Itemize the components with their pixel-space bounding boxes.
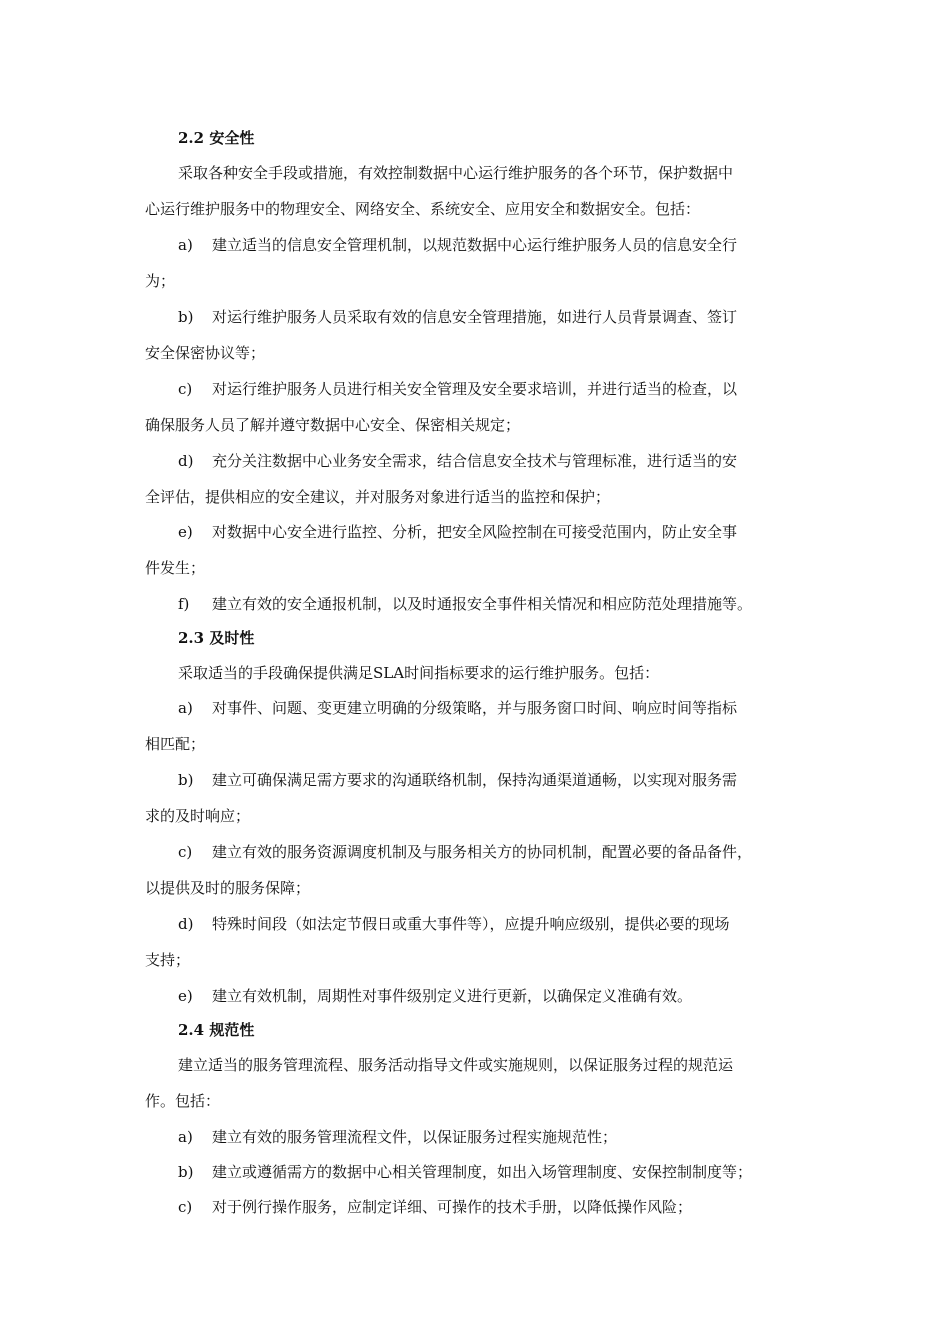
list-item-text: 建立或遵循需方的数据中心相关管理制度，如出入场管理制度、安保控制制度等； — [212, 1163, 753, 1181]
section-heading: 2.4 规范性 — [178, 1021, 255, 1039]
list-item-label: d) — [178, 915, 194, 933]
list-item-text: 对于例行操作服务，应制定详细、可操作的技术手册，以降低操作风险； — [212, 1198, 693, 1216]
list-item-text: 对运行维护服务人员采取有效的信息安全管理措施，如进行人员背景调查、签订 — [212, 308, 738, 326]
list-item-label: e) — [178, 523, 193, 541]
paragraph-line: 采取适当的手段确保提供满足SLA时间指标要求的运行维护服务。包括： — [178, 664, 660, 682]
list-item-text: 建立可确保满足需方要求的沟通联络机制，保持沟通渠道通畅，以实现对服务需 — [212, 771, 738, 789]
list-item-text: 建立有效的服务资源调度机制及与服务相关方的协同机制，配置必要的备品备件， — [212, 843, 753, 861]
list-item-label: d) — [178, 452, 194, 470]
list-item-text: 对运行维护服务人员进行相关安全管理及安全要求培训，并进行适当的检查，以 — [212, 380, 738, 398]
list-item-text: 建立有效的安全通报机制，以及时通报安全事件相关情况和相应防范处理措施等。 — [212, 595, 753, 613]
list-item-text: 确保服务人员了解并遵守数据中心安全、保密相关规定； — [145, 416, 521, 434]
list-item-label: a) — [178, 236, 193, 254]
list-item-text: 建立有效机制，周期性对事件级别定义进行更新，以确保定义准确有效。 — [212, 987, 693, 1005]
list-item-text: 支持； — [145, 951, 191, 969]
list-item-text: 建立有效的服务管理流程文件，以保证服务过程实施规范性； — [212, 1128, 618, 1146]
list-item-label: c) — [178, 380, 193, 398]
list-item-text: 件发生； — [145, 559, 206, 577]
list-item-text: 求的及时响应； — [145, 807, 251, 825]
paragraph-line: 心运行维护服务中的物理安全、网络安全、系统安全、应用安全和数据安全。包括： — [145, 200, 701, 218]
list-item-label: e) — [178, 987, 193, 1005]
list-item-text: 对事件、问题、变更建立明确的分级策略，并与服务窗口时间、响应时间等指标 — [212, 699, 738, 717]
list-item-text: 为； — [145, 272, 176, 290]
list-item-label: b) — [178, 308, 194, 326]
list-item-text: 以提供及时的服务保障； — [145, 879, 311, 897]
paragraph-line: 建立适当的服务管理流程、服务活动指导文件或实施规则，以保证服务过程的规范运 — [178, 1056, 734, 1074]
list-item-text: 建立适当的信息安全管理机制，以规范数据中心运行维护服务人员的信息安全行 — [212, 236, 738, 254]
list-item-label: f) — [178, 595, 190, 613]
list-item-label: a) — [178, 1128, 193, 1146]
list-item-label: b) — [178, 771, 194, 789]
section-heading: 2.3 及时性 — [178, 629, 255, 647]
list-item-text: 相匹配； — [145, 735, 206, 753]
list-item-text: 充分关注数据中心业务安全需求，结合信息安全技术与管理标准，进行适当的安 — [212, 452, 738, 470]
list-item-label: a) — [178, 699, 193, 717]
paragraph-line: 采取各种安全手段或措施，有效控制数据中心运行维护服务的各个环节，保护数据中 — [178, 164, 734, 182]
list-item-label: b) — [178, 1163, 194, 1181]
list-item-label: c) — [178, 843, 193, 861]
list-item-text: 全评估，提供相应的安全建议，并对服务对象进行适当的监控和保护； — [145, 488, 611, 506]
list-item-text: 安全保密协议等； — [145, 344, 266, 362]
section-heading: 2.2 安全性 — [178, 129, 255, 147]
paragraph-line: 作。包括： — [145, 1092, 221, 1110]
list-item-text: 特殊时间段（如法定节假日或重大事件等），应提升响应级别，提供必要的现场 — [212, 915, 730, 933]
list-item-text: 对数据中心安全进行监控、分析，把安全风险控制在可接受范围内，防止安全事 — [212, 523, 738, 541]
list-item-label: c) — [178, 1198, 193, 1216]
